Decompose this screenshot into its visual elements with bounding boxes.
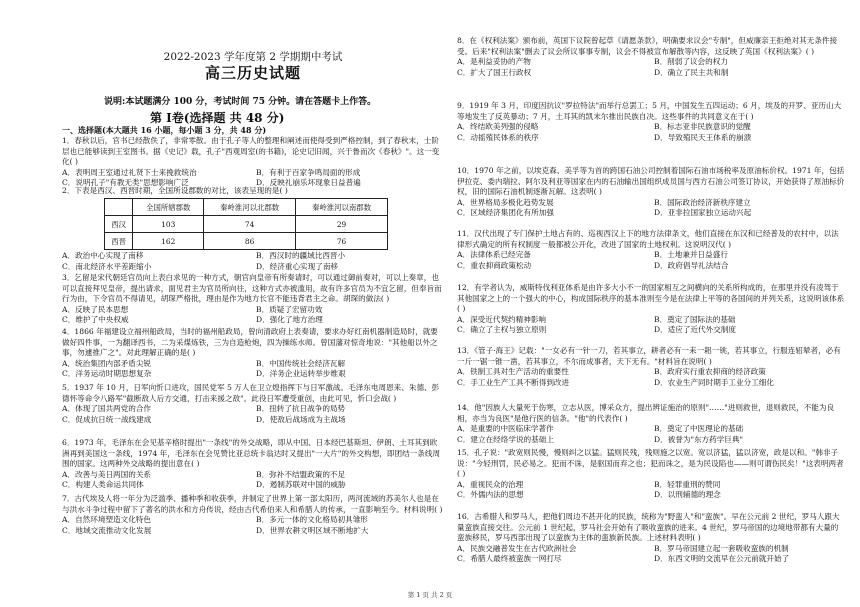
question-stem: 5．1937 年 10 月，日军向忻口进攻，国民党军 5 万人在卫立煌指挥下与日军激战。毛泽东电周恩来、朱德、彭德怀等命令八路军"截断敌人后方交通，打击来援之敌"。此役日军遭受重创，由此可见，忻口会战( )	[62, 383, 440, 403]
option-a: A．铁制工具对生产活动的重要性	[457, 367, 569, 377]
option-a: A．改善与美日两国的关系	[62, 469, 152, 479]
option-b: B．国际政治经济新秩序建立	[654, 197, 751, 207]
option-b: B．标志亚非民族意识的觉醒	[654, 122, 751, 132]
table-header-cell: 全国所辖郡数	[133, 199, 204, 216]
option-c: C．手工业生产工具不断得到改进	[457, 377, 570, 387]
exam-notice: 说明:本试题满分 100 分，考试时间 75 分钟。请在答题卡上作答。	[104, 97, 377, 107]
county-table	[104, 198, 388, 250]
option-d: D．使敌后战场成为主战场	[256, 414, 346, 424]
question-8	[457, 36, 845, 78]
option-c: C．促成抗日统一战线建成	[62, 414, 152, 424]
option-b: B．扭转了抗日战争的局势	[256, 404, 346, 414]
option-a: A．法律体系已经完备	[457, 250, 531, 260]
option-a: A．政治中心实现了南移	[62, 251, 144, 260]
question-stem: 10．1970 年之前，以埃克森、美孚等为首的跨国石油公司控制着国际石油市场税率及原油标价权。1971 年，包括伊拉克、委内瑞拉、阿尔及利亚等国家在内的石油输出国组织成员国与西方石油公司签订协议，开始获得了原油标价权，旧的国际石油机制逐渐瓦解。这表明( )	[457, 166, 845, 197]
table-cell: 86	[204, 233, 296, 250]
option-d: D．遏制苏联对中国的威胁	[256, 480, 346, 490]
option-c: C．区域经济集团化有所加强	[457, 208, 554, 218]
section-intro: 一、选择题(本大题共 16 小题，每小题 3 分，共 48 分)	[62, 125, 267, 135]
option-d: D．洋务企业运转举步维艰	[256, 369, 346, 379]
question-stem: 15．孔子说："政宽则民慢，慢则纠之以猛。猛则民残，残则施之以宽。宽以济猛，猛以济宽，政是以和。"韩非子说："今轻刑罚，民必易之。犯而不诛，是驱国而弃之也；犯而诛之，是为民设陷也——则可谓伤民矣！"这表明两者( )	[457, 448, 844, 479]
question-6	[62, 438, 444, 491]
section-heading: 第 Ⅰ卷(选择题 共 48 分)	[150, 111, 285, 125]
option-b: B．奠定了国际法的基础	[654, 314, 736, 324]
question-13	[457, 346, 845, 388]
table-cell: 西晋	[105, 233, 133, 250]
option-d: D．适应了近代外交制度	[654, 325, 737, 335]
question-stem: 6．1973 年，毛泽东在会见基辛格时提出"一条线"的外交战略，即从中国、日本经巴基斯坦、伊朗、土耳其到欧洲再到美国这一条线，1974 年，毛泽东在会见赞比亚总统卡翁达时又提出"一大片"的外交构想，即团结一条线周围的国家。这两种外交战略的提出意在( )	[62, 438, 441, 469]
option-c: C．动摇殖民体系的秩序	[457, 132, 539, 142]
question-4	[62, 327, 444, 380]
option-b: B．多元一体的文化格局初具雏形	[256, 515, 368, 525]
question-2	[62, 186, 444, 197]
question-stem: 13．《管子·海王》记载："一女必有一针一刀，若其事立，耕者必有一耒一耜一铫，若其事立，行服连轺辇者，必有一斤一锯一锥一凿，若其事立，不尔而成事者，天下无有。"材料旨在说明( )	[457, 346, 841, 366]
question-stem: 2．下表是西汉、西晋时期，全国所设郡数的对比，该表呈现的是( )	[62, 186, 288, 195]
option-a: A．世界格局多极化趋势发展	[457, 197, 554, 207]
option-c: C．说明孔子"有教无类"思想影响广泛	[62, 178, 189, 188]
option-c: C．构建人类命运共同体	[62, 480, 144, 490]
option-a: A．统治集团内部矛盾尖锐	[62, 358, 152, 368]
option-c: C．确立了主权与独立原则	[457, 325, 547, 335]
table-header-cell: 秦岭淮河以北郡数	[204, 199, 296, 216]
question-9	[457, 101, 845, 143]
option-d: D．经济重心实现了南移	[256, 261, 339, 271]
option-b: B．中国传统社会经济瓦解	[256, 358, 346, 368]
option-d: D．以刑辅德的理念	[654, 490, 721, 500]
question-2-options	[62, 251, 444, 272]
table-row	[105, 216, 388, 233]
option-d: D．确立了民主共和制	[654, 67, 729, 77]
question-14	[457, 403, 845, 445]
table-cell: 162	[133, 233, 204, 250]
question-1	[62, 136, 444, 189]
exam-header	[62, 50, 444, 82]
question-11	[457, 229, 845, 271]
question-5	[62, 383, 444, 425]
option-b: B．西汉时的疆域比西晋小	[256, 251, 346, 260]
option-a: A．体现了国共两党的合作	[62, 404, 152, 414]
option-b: B．有利于百家争鸣局面的形成	[256, 167, 361, 177]
option-d: D．世界农耕文明区域不断地扩大	[256, 525, 369, 535]
option-a: A．深受近代契约精神影响	[457, 314, 547, 324]
option-d: D．被誉为"东方药学巨典"	[654, 434, 744, 444]
table-cell: 西汉	[105, 216, 133, 233]
table-cell: 74	[204, 216, 296, 233]
question-stem: 7．古代埃及人将一年分为泛滥季、播种季和收获季，并制定了世界上第一部太阳历，两河流域的苏美尔人也是在与洪水斗争过程中留下了著名的洪水和方舟传说，经由古代希伯来人和希腊人的传承，一直影响至今。材料说明( )	[62, 494, 443, 514]
option-b: B．质疑了宏留功效	[256, 304, 323, 314]
question-15	[457, 448, 845, 501]
question-stem: 11．汉代出现了专门保护土地占有的、巡视西汉上下的地方法律条文，他们直接在东汉和已经普及的农村中，以法律形式确定的所有权制度一般都被公开化，改进了国家的土地权利。这说明汉代( )	[457, 229, 839, 249]
option-c: C．维护了中央权威	[62, 315, 129, 325]
option-a: A．是重要的中医临床学著作	[457, 424, 554, 434]
table-cell: 29	[296, 216, 388, 233]
option-a: A．终结欧美列强的侵略	[457, 122, 539, 132]
table-header-cell	[105, 199, 133, 216]
question-stem: 3．乞留是宋代朝廷官员向上表白求见的一种方式，朝官向皇帝有所奏请时，可以通过御前奏对，可以上奏章，也可以直接拜见皇帝，提出请求，面见君主为官员所向往，这种方式亦被滥用，故有许多官员为不宜乞留，但奉旨而行为由，下令官员不得请见，胡琛严格批，理由是作为地方长官不能违背君主之命。胡琛的做法( )	[62, 273, 442, 304]
option-c: C．扩大了国王行政权	[457, 67, 532, 77]
table-row	[105, 233, 388, 250]
question-stem: 12．有学者认为，威斯特伐利亚体系是由许多大小不一的国家相互之间横向的关系所构成的，在那里并没有凌驾于其他国家之上的一个强大的中心，构成国际秩序的基本准则至今是在法律上平等的各国间的并列关系，这说明该体系( )	[457, 283, 845, 314]
page-footer: 第 1 页 共 2 页	[407, 591, 453, 599]
option-d: D．导致殖民天王体系的崩溃	[654, 132, 752, 142]
table-header-cell: 秦岭淮河以南郡数	[296, 199, 388, 216]
question-10	[457, 166, 845, 219]
question-12	[457, 283, 845, 336]
option-c: C．外儒内法的思想	[457, 490, 524, 500]
option-d: D．亚非拉国家独立运动兴起	[654, 208, 752, 218]
option-a: A．民族交融普发生在古代欧洲社会	[457, 543, 577, 553]
option-c: C．希腊人最终被蛮族一网打尽	[457, 554, 562, 564]
option-d: D．农业生产同时期手工业分工细化	[654, 377, 774, 387]
question-16	[457, 512, 845, 565]
option-c: C．洋务运动时期思想复杂	[62, 369, 152, 379]
option-c: C．南北经济水平差距缩小	[62, 261, 152, 271]
question-7	[62, 494, 444, 536]
option-b: B．罗马帝国建立起一套吸收蛮族的机制	[654, 543, 789, 553]
option-b: B．轻罪重刑的赞同	[654, 479, 721, 489]
option-a: A．是利益妥协的产物	[457, 57, 531, 67]
option-b: B．削弱了议会的权力	[654, 57, 728, 67]
option-c: C．地域交流推动文化发展	[62, 525, 152, 535]
option-d: D．反映礼崩乐坏现象日益普遍	[256, 178, 361, 188]
question-3	[62, 273, 444, 326]
option-b: B．政府实行重农抑商的经济政策	[654, 367, 766, 377]
option-b: B．奠定了中医理论的基础	[654, 424, 744, 434]
option-a: A．反映了民本思想	[62, 304, 129, 314]
option-a: A．重视民众的治理	[457, 479, 524, 489]
subject-title: 高三历史试题	[204, 64, 301, 82]
exam-title: 2022-2023 学年度第 2 学期期中考试	[163, 51, 343, 63]
question-stem: 4．1866 年福建设立福州船政局，当时的福州船政局，曾向清政府上表奏请，要求办好红南机器制造局时，就要做好四件事，一为翻译西书，二为采煤炼铁，三为自造枪炮，四为操练水师。曾国藩对惊奇地说："其他船以外之事，勿遽推广之"。对此理解正确的是( )	[62, 327, 438, 358]
option-b: B．弥补不结盟政策的不足	[256, 469, 346, 479]
option-d: D．政府倡导礼法结合	[654, 260, 729, 270]
option-d: D．强化了地方治理	[256, 315, 323, 325]
question-stem: 16．古希腊人和罗马人，把他们周边不甚开化的民族，统称为"野蛮人"和"蛮族"。早在公元前 2 世纪，罗马人跟大量蛮族直接交往。公元前 1 世纪起，罗马社会开始有了吸收蛮族的进来。4 世纪，罗马帝国的边境地带都有大量的蛮族移民，罗马西部出现了以蛮族为主体的蛮族新民族。上述材料表明( )	[457, 512, 840, 543]
table-cell: 103	[133, 216, 204, 233]
question-stem: 1．春秋以后，官书已经散佚了，非常零散。由于孔子等人的整理和阐述而使得受到严格控制，到了春秋末，士阶层也已能够读到王室图书。据《史记》载，孔子"西观周室(的书籍)，论史记旧闻，兴于鲁而次《春秋》"。这一变化( )	[62, 136, 440, 167]
table-header-row	[105, 199, 388, 216]
table-cell: 76	[296, 233, 388, 250]
option-d: D．东西文明的交流早在公元前就开始了	[654, 554, 790, 564]
option-a: A．自然环境塑造文化特色	[62, 515, 152, 525]
option-c: C．建立在经络学说的基础上	[457, 434, 554, 444]
option-c: C．重农抑商政策松动	[457, 260, 532, 270]
option-b: B．土地兼并日益盛行	[654, 250, 728, 260]
option-a: A．表明周王室通过礼贤下士来挽救统治	[62, 167, 197, 177]
question-stem: 8．在《权利法案》颁布前，英国下议院曾起草《请愿条款》，明确要求议会"专制"，但威廉亲王拒绝对其无条件接受。后来"权利法案"删去了议会所议事事专制，议会不得被宣布解散等内容，这反映了英国《权利法案》( )	[457, 36, 838, 56]
question-stem: 14．他"因族人大量死于伤寒，立志从医，博采众方，提出辨证施治的原则"……"进则救世，退则救民，不能为良相，亦当为良医"是他行医的信条。"他"的代表作( )	[457, 403, 835, 423]
question-stem: 9．1919 年 3 月，印度因抗议"罗拉特法"而举行总罢工；5 月，中国发生五四运动；6 月，埃及的开罗、亚历山大等地发生了反英暴动；7 月，土耳其的凯末尔推出民族自决。这些事件的共同意义在于( )	[457, 101, 842, 121]
